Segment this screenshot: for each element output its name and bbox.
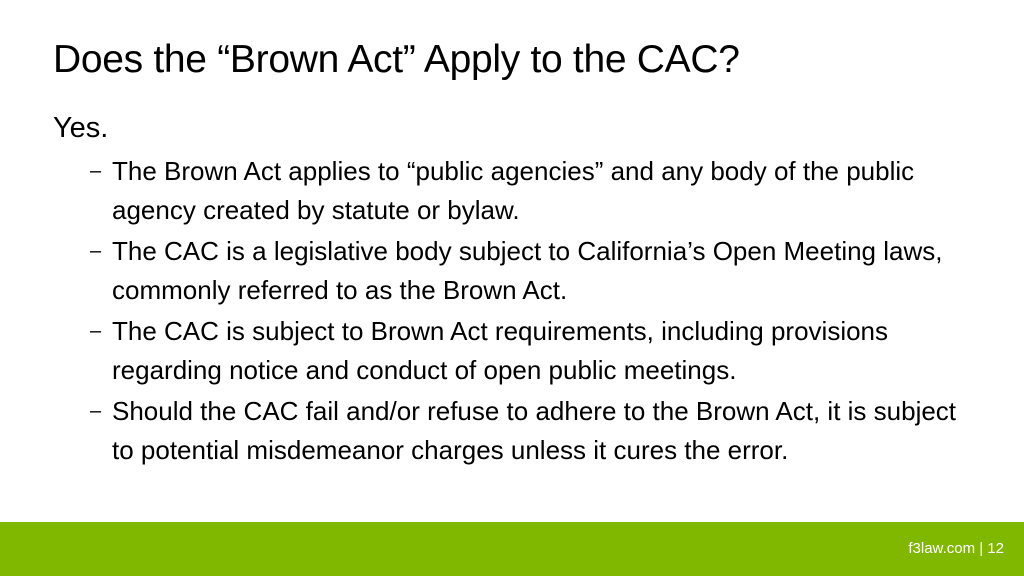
bullet-text: The CAC is a legislative body subject to California’s Open Meeting laws, commonly referred to as the Brown Act. — [112, 236, 943, 305]
dash-icon: – — [90, 320, 102, 342]
slide-title: Does the “Brown Act” Apply to the CAC? — [53, 38, 740, 81]
dash-icon: – — [90, 400, 102, 422]
footer-page-label: f3law.com | 12 — [908, 540, 1004, 557]
bullet-list — [53, 152, 993, 470]
footer-bar — [0, 522, 1024, 576]
lead-text: Yes. — [53, 112, 109, 144]
dash-icon: – — [90, 240, 102, 262]
bullet-item — [53, 152, 982, 230]
bullet-item — [53, 312, 982, 390]
bullet-text: The CAC is subject to Brown Act requirements, including provisions regarding notice and conduct of open public meetings. — [112, 316, 889, 385]
dash-icon: – — [90, 160, 102, 182]
bullet-item — [53, 392, 982, 470]
bullet-item — [53, 232, 982, 310]
slide-content — [53, 108, 993, 472]
bullet-text: Should the CAC fail and/or refuse to adhere to the Brown Act, it is subject to potential misdemeanor charges unless it cures the error. — [112, 396, 957, 465]
bullet-text: The Brown Act applies to “public agencies” and any body of the public agency created by statute or bylaw. — [112, 156, 915, 225]
